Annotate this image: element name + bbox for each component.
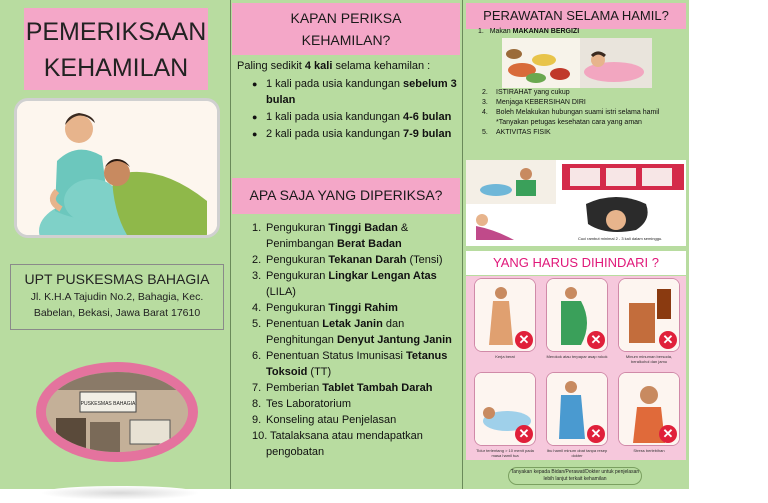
avoid-caption: Stress berlebihan bbox=[633, 448, 665, 453]
exam-text: Pemberian bbox=[266, 382, 323, 394]
freq-item-text: 1 kali pada usia kandungan bbox=[266, 78, 403, 90]
avoid-caption: Kerja berat bbox=[495, 354, 515, 359]
exam-num: 1. bbox=[252, 222, 262, 234]
exam-bold: Denyut Jantung Janin bbox=[336, 334, 452, 346]
frequency-item bbox=[254, 126, 459, 142]
care-item bbox=[482, 98, 686, 108]
exam-bold: Tekanan Darah bbox=[328, 254, 407, 266]
title-line-2: KEHAMILAN bbox=[43, 54, 189, 82]
avoid-card-supine-sleep bbox=[474, 372, 536, 446]
care-text: Makan bbox=[489, 28, 513, 35]
care-num: 1. bbox=[478, 28, 484, 35]
care-item bbox=[478, 28, 579, 35]
freq-item-text: 2 kali pada usia kandungan bbox=[266, 128, 403, 140]
care-item bbox=[482, 88, 686, 98]
avoid-caption: Merokok atau terpapar asap rokok bbox=[546, 354, 608, 359]
exam-text: Penentuan Status Imunisasi bbox=[266, 350, 407, 362]
hair-caption: Cuci rambut minimal 2 - 3 kali dalam seminggu. bbox=[578, 236, 663, 241]
exam-item bbox=[252, 380, 460, 396]
prohibited-icon: ✕ bbox=[515, 425, 533, 443]
avoid-caption: Minum minuman bersoda, beralkohol dan jamu bbox=[625, 354, 673, 364]
exam-item bbox=[252, 252, 460, 268]
puskesmas-building-photo bbox=[46, 372, 188, 452]
prohibited-icon: ✕ bbox=[659, 331, 677, 349]
exam-text: dan Penghitungan bbox=[266, 318, 405, 346]
frequency-item bbox=[254, 109, 459, 125]
care-item bbox=[482, 108, 686, 128]
avoid-grid bbox=[466, 276, 686, 460]
exam-list bbox=[252, 220, 460, 460]
exam-text: Konseling atau Penjelasan bbox=[266, 414, 397, 426]
title-line-1: PEMERIKSAAN bbox=[25, 18, 207, 46]
exam-item bbox=[252, 412, 460, 428]
freq-intro-bold: 4 kali bbox=[304, 60, 333, 72]
puskesmas-info bbox=[10, 264, 224, 330]
exam-text: Tes Laboratorium bbox=[266, 398, 351, 410]
care-list bbox=[482, 88, 686, 138]
puskesmas-name: UPT PUSKESMAS BAHAGIA bbox=[24, 271, 210, 287]
exam-text: Pengukuran bbox=[266, 222, 329, 234]
exam-item bbox=[252, 428, 460, 460]
exam-item bbox=[252, 316, 460, 348]
prohibited-icon: ✕ bbox=[587, 331, 605, 349]
address-line-1: Jl. K.H.A Tajudin No.2, Bahagia, Kec. bbox=[30, 291, 204, 303]
care-num: 5. bbox=[482, 129, 488, 136]
exam-text: & Penimbangan bbox=[266, 222, 409, 250]
exam-text: Pengukuran bbox=[266, 254, 329, 266]
freq-item-bold: sebelum 3 bulan bbox=[266, 78, 457, 106]
care-item bbox=[482, 128, 686, 138]
exam-num: 10. bbox=[252, 430, 268, 442]
care-bold: MAKANAN BERGIZI bbox=[512, 28, 580, 35]
exam-bold: Tablet Tambah Darah bbox=[322, 382, 433, 394]
food-and-rest-image bbox=[502, 38, 652, 88]
freq-item-bold: 4-6 bulan bbox=[403, 111, 452, 123]
exam-bold: Letak Janin bbox=[322, 318, 383, 330]
exam-num: 5. bbox=[252, 318, 262, 330]
prohibited-icon: ✕ bbox=[659, 425, 677, 443]
avoid-caption: Ibu hamil minum obat tanpa resep dokter bbox=[546, 448, 608, 458]
apa-header: APA SAJA YANG DIPERIKSA? bbox=[232, 178, 460, 214]
care-num: 4. bbox=[482, 109, 488, 116]
exam-item bbox=[252, 396, 460, 412]
exam-num: 3. bbox=[252, 270, 262, 282]
avoid-card-stress bbox=[618, 372, 680, 446]
prohibited-icon: ✕ bbox=[515, 331, 533, 349]
shadow bbox=[40, 486, 200, 500]
kapan-header-line-1: KAPAN PERIKSA bbox=[290, 10, 402, 26]
exam-num: 9. bbox=[252, 414, 262, 426]
freq-intro-post: selama kehamilan : bbox=[332, 60, 431, 72]
exam-text: (LILA) bbox=[266, 286, 296, 298]
exam-num: 6. bbox=[252, 350, 262, 362]
care-num: 3. bbox=[482, 99, 488, 106]
frequency-item bbox=[254, 76, 459, 108]
kapan-header bbox=[232, 3, 460, 55]
avoid-caption: Tidur terlentang > 10 menit pada masa hamil tua bbox=[476, 448, 534, 458]
exam-bold: Berat Badan bbox=[336, 238, 402, 250]
couple-illustration bbox=[14, 98, 220, 238]
footer-note: Tanyakan kepada Bidan/Perawat/Dokter untuk penjelasan lebih lanjut terkait kehamilan bbox=[508, 467, 642, 485]
exam-num: 2. bbox=[252, 254, 262, 266]
freq-intro-pre: Paling sedikit bbox=[237, 60, 305, 72]
care-text: AKTIVITAS FISIK bbox=[496, 129, 551, 136]
exam-bold: Tinggi Rahim bbox=[328, 302, 398, 314]
exam-item bbox=[252, 220, 460, 252]
perawatan-header: PERAWATAN SELAMA HAMIL? bbox=[466, 3, 686, 29]
frequency-intro bbox=[237, 60, 459, 72]
exam-bold: Lingkar Lengan Atas bbox=[328, 270, 437, 282]
exam-num: 8. bbox=[252, 398, 262, 410]
hindari-header: YANG HARUS DIHINDARI ? bbox=[466, 251, 686, 275]
freq-item-bold: 7-9 bulan bbox=[403, 128, 452, 140]
avoid-card-heavy-work bbox=[474, 278, 536, 352]
care-list-top bbox=[478, 28, 579, 35]
exam-text: Pengukuran bbox=[266, 302, 329, 314]
exam-text: Tatalaksana atau mendapatkan pengobatan bbox=[266, 430, 423, 458]
care-text: ISTIRAHAT yang cukup bbox=[496, 89, 570, 96]
address-line-2: Babelan, Bekasi, Jawa Barat 17610 bbox=[33, 307, 201, 319]
exam-bold: Tetanus Toksoid bbox=[266, 350, 448, 378]
avoid-card-medication bbox=[546, 372, 608, 446]
exam-text: Pengukuran bbox=[266, 270, 329, 282]
care-text: Menjaga KEBERSIHAN DIRI bbox=[496, 99, 586, 106]
sign-text: PUSKESMAS BAHAGIA bbox=[80, 401, 136, 407]
exam-num: 7. bbox=[252, 382, 262, 394]
exam-item bbox=[252, 268, 460, 300]
frequency-list bbox=[254, 76, 459, 143]
kapan-header-line-2: KEHAMILAN? bbox=[301, 32, 391, 48]
exam-text: Penentuan bbox=[266, 318, 323, 330]
exam-num: 4. bbox=[252, 302, 262, 314]
exam-item bbox=[252, 348, 460, 380]
avoid-card-soda-alcohol bbox=[618, 278, 680, 352]
exam-text: (Tensi) bbox=[406, 254, 443, 266]
freq-item-text: 1 kali pada usia kandungan bbox=[266, 111, 403, 123]
brochure-title bbox=[24, 8, 208, 90]
exam-item bbox=[252, 300, 460, 316]
exam-bold: Tinggi Badan bbox=[328, 222, 398, 234]
activity-hygiene-image bbox=[466, 160, 686, 246]
care-num: 2. bbox=[482, 89, 488, 96]
avoid-card-smoking bbox=[546, 278, 608, 352]
prohibited-icon: ✕ bbox=[587, 425, 605, 443]
exam-text: (TT) bbox=[307, 366, 332, 378]
care-text: Boleh Melakukan hubungan suami istri selama hamil *Tanyakan petugas kesehatan cara yang aman bbox=[496, 109, 660, 126]
